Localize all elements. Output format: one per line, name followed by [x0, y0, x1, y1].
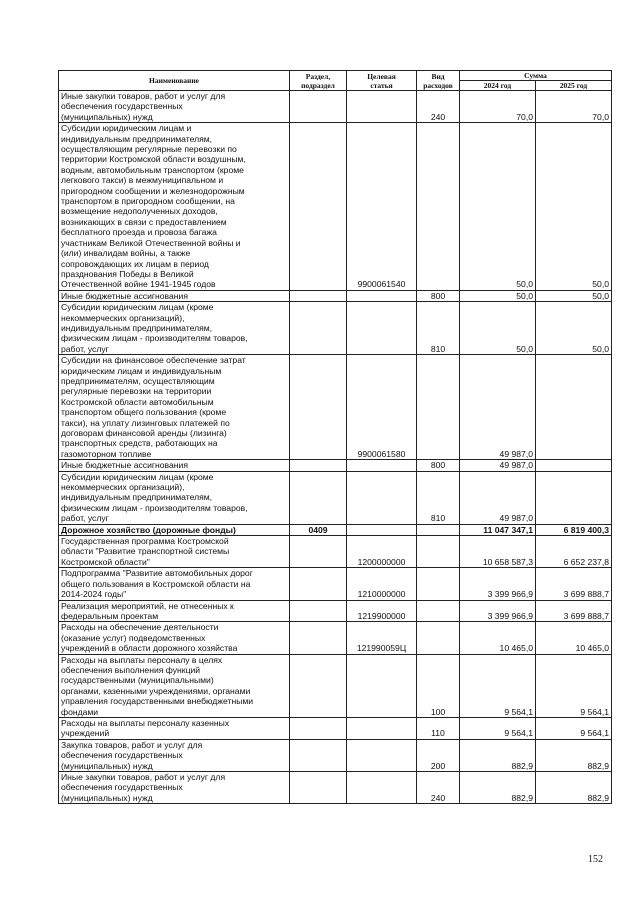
table-row — [59, 471, 612, 524]
row-article: 1210000000 — [347, 568, 417, 600]
table-row — [59, 536, 612, 568]
row-article — [347, 717, 417, 739]
row-section — [290, 772, 347, 804]
row-sum-2024: 49 987,0 — [460, 355, 536, 460]
row-sum-2024: 11 047 347,1 — [460, 524, 536, 535]
row-expense-type: 200 — [417, 739, 460, 771]
row-section: 0409 — [290, 524, 347, 535]
row-name: Субсидии на финансовое обеспечение затрат юридическим лицам и индивидуальным предпринимателям, осуществляющим регулярные перевозки на территории Костромской области автомобильным транспортом общего пользования (кроме такси), на уплату лизинговых платежей по договорам финансовой аренды (лизинга) транспортных средств, работающих на газомоторном топливе — [59, 355, 290, 460]
row-article — [347, 772, 417, 804]
row-name: Реализация мероприятий, не отнесенных к федеральным проектам — [59, 600, 290, 622]
row-expense-type: 240 — [417, 91, 460, 123]
row-name: Субсидии юридическим лицам и индивидуальным предпринимателям, осуществляющим регулярные перевозки по территории Костромской области воздушным, водным, автомобильным транспортом (кроме легкового такси) в межмуниципальном и пригородном сообщении и железнодорожным транспортом в пригородном сообщении, на возмещение недополученных доходов, возникающих в связи с предоставлением бесплатного проезда и провоза багажа участникам Великой Отечественной войны и (или) инвалидам войны, а также сопровождающих их лицам в период празднования Победы в Великой Отечественной войне 1941-1945 годов — [59, 123, 290, 291]
row-article — [347, 524, 417, 535]
row-sum-2025: 6 652 237,8 — [536, 536, 612, 568]
row-sum-2024: 10 658 587,3 — [460, 536, 536, 568]
row-sum-2025: 9 564,1 — [536, 717, 612, 739]
row-sum-2024: 50,0 — [460, 123, 536, 291]
table-row — [59, 717, 612, 739]
page-number: 152 — [588, 854, 603, 865]
header-article: Целевая статья — [347, 71, 417, 91]
row-sum-2025: 3 699 888,7 — [536, 600, 612, 622]
row-article — [347, 460, 417, 471]
row-article: 121990059Ц — [347, 622, 417, 654]
row-sum-2025: 10 465,0 — [536, 622, 612, 654]
row-section — [290, 290, 347, 301]
row-expense-type: 800 — [417, 290, 460, 301]
row-expense-type — [417, 524, 460, 535]
row-name: Расходы на выплаты персоналу казенных учреждений — [59, 717, 290, 739]
row-sum-2024: 9 564,1 — [460, 654, 536, 717]
row-sum-2025: 50,0 — [536, 302, 612, 355]
row-section — [290, 717, 347, 739]
row-sum-2024: 70,0 — [460, 91, 536, 123]
row-name: Субсидии юридическим лицам (кроме некоммерческих организаций), индивидуальным предпринимателям, физическим лицам - производителям товаров, работ, услуг — [59, 302, 290, 355]
row-expense-type: 810 — [417, 471, 460, 524]
table-row — [59, 524, 612, 535]
row-sum-2025: 882,9 — [536, 739, 612, 771]
row-sum-2025: 882,9 — [536, 772, 612, 804]
row-name: Подпрограмма "Развитие автомобильных дорог общего пользования в Костромской области на 2014-2024 годы" — [59, 568, 290, 600]
table-body — [59, 91, 612, 804]
row-name: Иные бюджетные ассигнования — [59, 290, 290, 301]
row-article — [347, 290, 417, 301]
table-row — [59, 568, 612, 600]
budget-table — [58, 70, 612, 804]
header-expense-type: Вид расходов — [417, 71, 460, 91]
row-sum-2025 — [536, 471, 612, 524]
row-sum-2024: 50,0 — [460, 302, 536, 355]
row-sum-2025: 6 819 400,3 — [536, 524, 612, 535]
row-sum-2025 — [536, 460, 612, 471]
row-sum-2024: 9 564,1 — [460, 717, 536, 739]
row-sum-2024: 3 399 966,9 — [460, 568, 536, 600]
row-section — [290, 568, 347, 600]
row-sum-2025: 50,0 — [536, 123, 612, 291]
table-row — [59, 123, 612, 291]
row-article: 9900061540 — [347, 123, 417, 291]
row-name: Расходы на выплаты персоналу в целях обеспечения выполнения функций государственными (муниципальными) органами, казенными учреждениями, органами управления государственными внебюджетными фондами — [59, 654, 290, 717]
table-row — [59, 355, 612, 460]
row-expense-type: 100 — [417, 654, 460, 717]
header-year-2024: 2024 год — [460, 81, 536, 91]
row-article — [347, 654, 417, 717]
row-article — [347, 739, 417, 771]
row-sum-2024: 49 987,0 — [460, 460, 536, 471]
table-row — [59, 739, 612, 771]
row-section — [290, 355, 347, 460]
row-expense-type — [417, 536, 460, 568]
row-article: 1219900000 — [347, 600, 417, 622]
row-name: Государственная программа Костромской области "Развитие транспортной системы Костромской области" — [59, 536, 290, 568]
row-sum-2024: 882,9 — [460, 739, 536, 771]
row-section — [290, 536, 347, 568]
row-sum-2024: 3 399 966,9 — [460, 600, 536, 622]
table-row — [59, 302, 612, 355]
row-section — [290, 460, 347, 471]
row-expense-type — [417, 568, 460, 600]
table-row — [59, 460, 612, 471]
row-section — [290, 600, 347, 622]
row-sum-2025: 9 564,1 — [536, 654, 612, 717]
row-sum-2025: 50,0 — [536, 290, 612, 301]
table-row — [59, 622, 612, 654]
row-expense-type — [417, 622, 460, 654]
row-article: 1200000000 — [347, 536, 417, 568]
row-name: Субсидии юридическим лицам (кроме некоммерческих организаций), индивидуальным предпринимателям, физическим лицам - производителям товаров, работ, услуг — [59, 471, 290, 524]
row-article — [347, 471, 417, 524]
row-expense-type — [417, 355, 460, 460]
row-name: Иные закупки товаров, работ и услуг для обеспечения государственных (муниципальных) нужд — [59, 91, 290, 123]
row-expense-type: 800 — [417, 460, 460, 471]
table-row — [59, 772, 612, 804]
row-sum-2024: 10 465,0 — [460, 622, 536, 654]
row-section — [290, 471, 347, 524]
row-article — [347, 91, 417, 123]
row-name: Иные закупки товаров, работ и услуг для обеспечения государственных (муниципальных) нужд — [59, 772, 290, 804]
header-name: Наименование — [59, 71, 290, 91]
row-section — [290, 91, 347, 123]
row-sum-2024: 882,9 — [460, 772, 536, 804]
header-section: Раздел, подраздел — [290, 71, 347, 91]
row-sum-2024: 50,0 — [460, 290, 536, 301]
row-name: Закупка товаров, работ и услуг для обеспечения государственных (муниципальных) нужд — [59, 739, 290, 771]
header-year-2025: 2025 год — [536, 81, 612, 91]
row-expense-type: 110 — [417, 717, 460, 739]
row-sum-2025: 3 699 888,7 — [536, 568, 612, 600]
row-expense-type — [417, 123, 460, 291]
row-name: Иные бюджетные ассигнования — [59, 460, 290, 471]
row-section — [290, 654, 347, 717]
table-row — [59, 91, 612, 123]
row-section — [290, 739, 347, 771]
row-expense-type: 810 — [417, 302, 460, 355]
row-expense-type — [417, 600, 460, 622]
row-section — [290, 302, 347, 355]
row-name: Дорожное хозяйство (дорожные фонды) — [59, 524, 290, 535]
row-sum-2025 — [536, 355, 612, 460]
table-header — [59, 71, 612, 91]
row-expense-type: 240 — [417, 772, 460, 804]
row-name: Расходы на обеспечение деятельности (оказание услуг) подведомственных учреждений в области дорожного хозяйства — [59, 622, 290, 654]
table-row — [59, 600, 612, 622]
row-section — [290, 123, 347, 291]
header-sum: Сумма — [460, 71, 612, 81]
table-row — [59, 654, 612, 717]
row-section — [290, 622, 347, 654]
row-sum-2025: 70,0 — [536, 91, 612, 123]
table-row — [59, 290, 612, 301]
row-article — [347, 302, 417, 355]
row-article: 9900061580 — [347, 355, 417, 460]
row-sum-2024: 49 987,0 — [460, 471, 536, 524]
